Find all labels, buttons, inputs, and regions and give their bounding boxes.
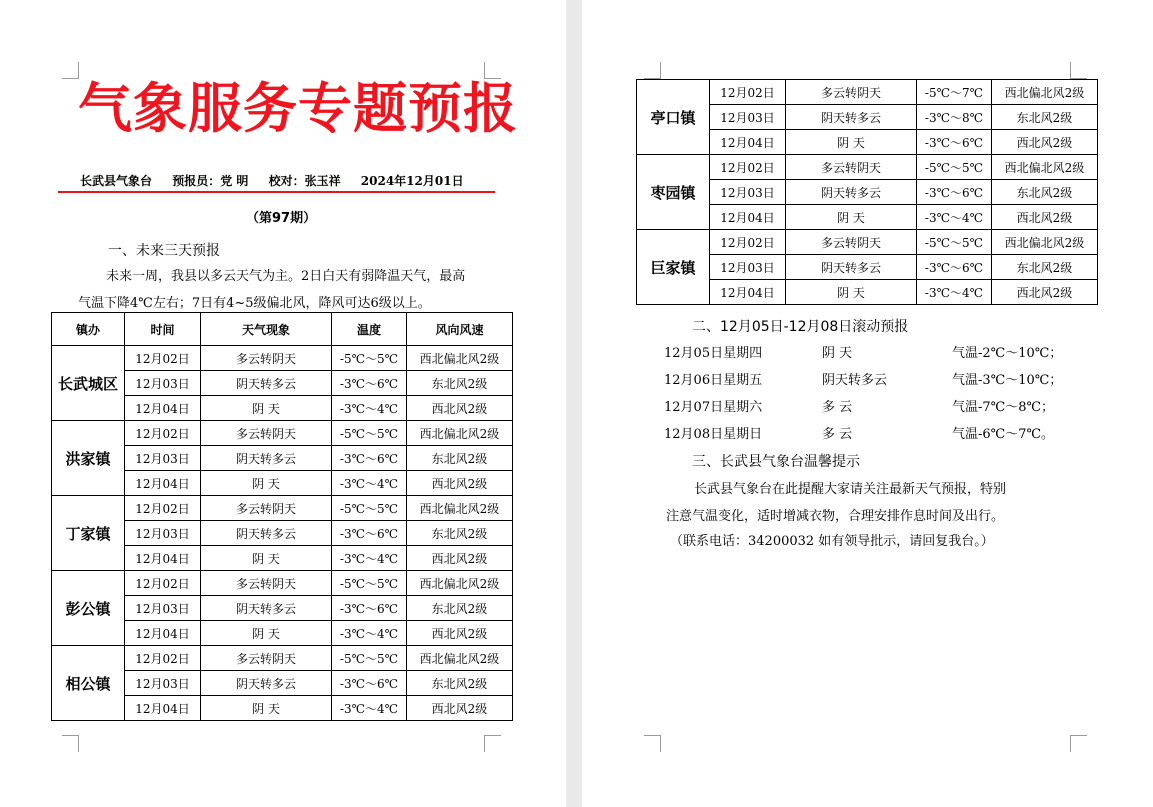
weather-cell: 阴 天	[201, 696, 332, 721]
section3-line3: （联系电话：34200032 如有领导批示，请回复我台。）	[670, 534, 994, 549]
wind-cell: 西北风2级	[407, 396, 513, 421]
weather-cell: 阴天转多云	[786, 180, 917, 205]
temperature-cell: -5℃～5℃	[332, 421, 407, 446]
temperature-cell: -5℃～5℃	[332, 496, 407, 521]
rolling-weather: 阴天转多云	[822, 373, 888, 388]
section3-line1: 长武县气象台在此提醒大家请关注最新天气预报，特别	[694, 482, 1007, 497]
weather-cell: 阴天转多云	[201, 521, 332, 546]
weather-cell: 多云转阴天	[201, 496, 332, 521]
rolling-temperature: 气温-6℃～7℃。	[952, 427, 1055, 442]
wind-cell: 西北风2级	[992, 280, 1098, 305]
temperature-cell: -3℃～6℃	[917, 180, 992, 205]
weather-cell: 多云转阴天	[201, 346, 332, 371]
wind-cell: 西北偏北风2级	[407, 346, 513, 371]
document-page-2	[582, 0, 1153, 807]
temperature-cell: -3℃～4℃	[332, 696, 407, 721]
rolling-date: 12月05日星期四	[664, 346, 763, 361]
rolling-temperature: 气温-2℃～10℃；	[952, 346, 1063, 361]
table-row	[52, 646, 513, 671]
wind-cell: 东北风2级	[407, 596, 513, 621]
town-name-cell: 巨家镇	[637, 230, 710, 305]
date-cell: 12月02日	[125, 421, 201, 446]
section3-line2: 注意气温变化，适时增减衣物，合理安排作息时间及出行。	[666, 509, 1005, 524]
weather-cell: 阴天转多云	[201, 671, 332, 696]
temperature-cell: -3℃～4℃	[332, 396, 407, 421]
weather-cell: 阴 天	[786, 130, 917, 155]
wind-cell: 西北偏北风2级	[992, 155, 1098, 180]
wind-cell: 西北偏北风2级	[992, 230, 1098, 255]
table-row	[637, 80, 1098, 105]
weather-cell: 阴 天	[786, 280, 917, 305]
temperature-cell: -3℃～6℃	[332, 371, 407, 396]
date-cell: 12月03日	[125, 371, 201, 396]
town-name-cell: 相公镇	[52, 646, 125, 721]
weather-cell: 多云转阴天	[201, 421, 332, 446]
weather-cell: 阴天转多云	[201, 596, 332, 621]
wind-cell: 东北风2级	[992, 180, 1098, 205]
temperature-cell: -3℃～6℃	[917, 130, 992, 155]
wind-cell: 西北偏北风2级	[992, 80, 1098, 105]
margin-mark	[644, 62, 661, 79]
date-cell: 12月04日	[125, 546, 201, 571]
rolling-date: 12月06日星期五	[664, 373, 763, 388]
table-body	[637, 80, 1098, 305]
header-town: 镇办	[52, 313, 125, 346]
wind-cell: 东北风2级	[992, 105, 1098, 130]
checker: 校对：张玉祥	[268, 174, 341, 188]
wind-cell: 西北风2级	[407, 546, 513, 571]
rolling-temperature: 气温-7℃～8℃；	[952, 400, 1055, 415]
wind-cell: 西北偏北风2级	[407, 571, 513, 596]
temperature-cell: -3℃～6℃	[332, 521, 407, 546]
date-cell: 12月04日	[125, 696, 201, 721]
table-row	[52, 496, 513, 521]
date-cell: 12月03日	[125, 671, 201, 696]
temperature-cell: -5℃～5℃	[332, 646, 407, 671]
table-body	[52, 346, 513, 721]
wind-cell: 西北偏北风2级	[407, 496, 513, 521]
weather-cell: 阴 天	[786, 205, 917, 230]
weather-cell: 阴天转多云	[786, 105, 917, 130]
wind-cell: 东北风2级	[992, 255, 1098, 280]
rolling-weather: 多 云	[822, 427, 853, 442]
town-name-cell: 枣园镇	[637, 155, 710, 230]
date-cell: 12月04日	[710, 280, 786, 305]
table-header-row	[52, 313, 513, 346]
header-temperature: 温度	[332, 313, 407, 346]
rolling-weather: 阴 天	[822, 346, 853, 361]
rolling-date: 12月08日星期日	[664, 427, 763, 442]
weather-cell: 多云转阴天	[201, 646, 332, 671]
temperature-cell: -3℃～6℃	[332, 671, 407, 696]
forecaster: 预报员：党 明	[172, 174, 249, 188]
issue-number: （第97期）	[246, 211, 317, 226]
weather-cell: 多云转阴天	[786, 155, 917, 180]
wind-cell: 西北风2级	[407, 471, 513, 496]
date-cell: 12月03日	[710, 180, 786, 205]
wind-cell: 东北风2级	[407, 446, 513, 471]
weather-cell: 多云转阴天	[786, 230, 917, 255]
table-row	[52, 421, 513, 446]
header-meta	[80, 172, 480, 189]
table-row	[637, 230, 1098, 255]
table-row	[52, 346, 513, 371]
date-cell: 12月02日	[125, 496, 201, 521]
document-page-1	[0, 0, 566, 807]
wind-cell: 西北风2级	[992, 130, 1098, 155]
date-cell: 12月02日	[710, 230, 786, 255]
wind-cell: 东北风2级	[407, 521, 513, 546]
date-cell: 12月03日	[710, 105, 786, 130]
date-cell: 12月04日	[125, 471, 201, 496]
date-cell: 12月02日	[125, 346, 201, 371]
date-cell: 12月02日	[710, 80, 786, 105]
weather-cell: 阴天转多云	[201, 446, 332, 471]
town-name-cell: 亭口镇	[637, 80, 710, 155]
temperature-cell: -3℃～4℃	[332, 546, 407, 571]
wind-cell: 东北风2级	[407, 671, 513, 696]
date-cell: 12月02日	[125, 571, 201, 596]
date-cell: 12月03日	[125, 596, 201, 621]
margin-mark	[62, 735, 79, 752]
margin-mark	[484, 735, 501, 752]
section2-heading: 二、12月05日-12月08日滚动预报	[692, 319, 909, 335]
wind-cell: 西北风2级	[407, 621, 513, 646]
date-cell: 12月04日	[125, 621, 201, 646]
temperature-cell: -3℃～6℃	[917, 255, 992, 280]
town-name-cell: 丁家镇	[52, 496, 125, 571]
date-cell: 12月03日	[125, 446, 201, 471]
temperature-cell: -3℃～8℃	[917, 105, 992, 130]
temperature-cell: -5℃～5℃	[917, 230, 992, 255]
document-title: 气象服务专题预报	[78, 76, 518, 140]
date-cell: 12月03日	[710, 255, 786, 280]
temperature-cell: -3℃～6℃	[332, 446, 407, 471]
weather-cell: 阴天转多云	[201, 371, 332, 396]
weather-cell: 阴 天	[201, 546, 332, 571]
margin-mark	[1070, 735, 1087, 752]
weather-cell: 多云转阴天	[201, 571, 332, 596]
date-cell: 12月04日	[710, 130, 786, 155]
section1-paragraph-line2: 气温下降4℃左右；7日有4~5级偏北风，降风可达6级以上。	[78, 296, 431, 311]
section3-heading: 三、长武县气象台温馨提示	[692, 454, 860, 470]
issue-date: 2024年12月01日	[360, 174, 464, 188]
section1-heading: 一、未来三天预报	[108, 243, 220, 259]
rolling-weather: 多 云	[822, 400, 853, 415]
temperature-cell: -3℃～4℃	[917, 205, 992, 230]
weather-cell: 阴天转多云	[786, 255, 917, 280]
date-cell: 12月04日	[125, 396, 201, 421]
rolling-date: 12月07日星期六	[664, 400, 763, 415]
weather-cell: 阴 天	[201, 621, 332, 646]
weather-cell: 多云转阴天	[786, 80, 917, 105]
wind-cell: 西北风2级	[407, 696, 513, 721]
temperature-cell: -3℃～4℃	[332, 471, 407, 496]
margin-mark	[62, 62, 79, 79]
temperature-cell: -5℃～5℃	[917, 155, 992, 180]
date-cell: 12月02日	[710, 155, 786, 180]
temperature-cell: -5℃～5℃	[332, 571, 407, 596]
town-name-cell: 洪家镇	[52, 421, 125, 496]
town-name-cell: 彭公镇	[52, 571, 125, 646]
temperature-cell: -3℃～4℃	[917, 280, 992, 305]
header-divider	[58, 191, 495, 193]
section1-paragraph-line1: 未来一周，我县以多云天气为主。2日白天有弱降温天气，最高	[106, 269, 466, 284]
margin-mark	[644, 735, 661, 752]
temperature-cell: -5℃～7℃	[917, 80, 992, 105]
temperature-cell: -3℃～4℃	[332, 621, 407, 646]
header-date: 时间	[125, 313, 201, 346]
table-row	[52, 571, 513, 596]
date-cell: 12月02日	[125, 646, 201, 671]
wind-cell: 西北偏北风2级	[407, 421, 513, 446]
weather-cell: 阴 天	[201, 471, 332, 496]
forecast-table-page2	[636, 79, 1098, 305]
margin-mark	[1070, 62, 1087, 79]
header-wind: 风向风速	[407, 313, 513, 346]
town-name-cell: 长武城区	[52, 346, 125, 421]
date-cell: 12月04日	[710, 205, 786, 230]
table-row	[637, 155, 1098, 180]
temperature-cell: -3℃～6℃	[332, 596, 407, 621]
temperature-cell: -5℃～5℃	[332, 346, 407, 371]
wind-cell: 西北偏北风2级	[407, 646, 513, 671]
station-name: 长武县气象台	[80, 174, 153, 188]
wind-cell: 东北风2级	[407, 371, 513, 396]
date-cell: 12月03日	[125, 521, 201, 546]
forecast-table-page1	[51, 312, 513, 721]
weather-cell: 阴 天	[201, 396, 332, 421]
rolling-temperature: 气温-3℃～10℃；	[952, 373, 1063, 388]
wind-cell: 西北风2级	[992, 205, 1098, 230]
header-weather: 天气现象	[201, 313, 332, 346]
